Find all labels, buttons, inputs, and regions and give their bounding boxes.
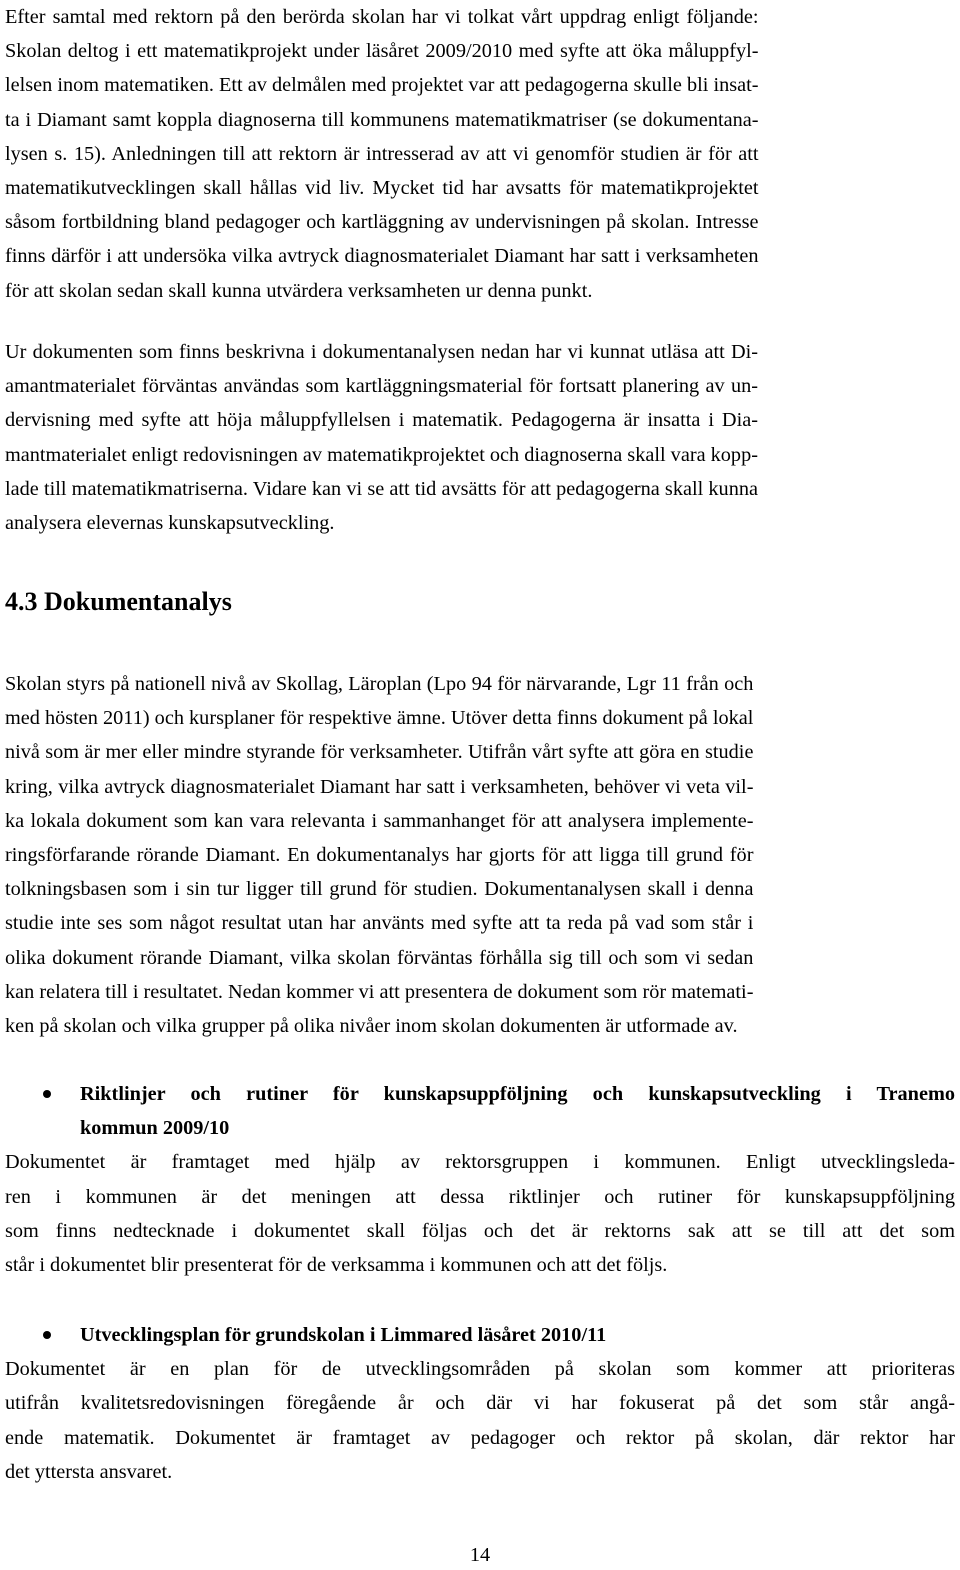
text-line: ta i Diamant samt koppla diagnoserna till kommunens matematikmatriser (se dokumentana- [5,108,759,131]
text-line: kring, vilka avtryck diagnosmaterialet Diamant har satt i verksamheten, behöver vi veta vil- [5,775,754,798]
bullet-title-line: Utvecklingsplan för grundskolan i Limmared läsåret 2010/11 [80,1324,607,1346]
text-line: lade till matematikmatriserna. Vidare kan vi se att tid avsätts för att pedagogerna skall kunna [5,477,758,500]
text-line: amantmaterialet förväntas användas som kartläggningsmaterial för fortsatt planering av un- [5,375,758,398]
text-line: Skolan deltog i ett matematikprojekt under läsåret 2009/2010 med syfte att öka måluppfyl- [5,40,759,63]
text-line: såsom fortbildning bland pedagoger och kartläggning av undervisningen på skolan. Intresse [5,211,759,234]
text-line: studie inte ses som något resultat utan har använts med syfte att ta reda på vad som står i [5,912,754,935]
bullet-body [5,1145,955,1282]
paragraph-findings [5,335,758,540]
text-line: ka lokala dokument som kan vara relevanta i sammanhanget för att analysera implemente- [5,809,754,832]
text-line: utifrån kvalitetsredovisningen föregående år och där vi har fokuserat på det som står angå- [5,1392,955,1415]
text-line: tolkningsbasen som i sin tur ligger till grund för studien. Dokumentanalysen skall i denna [5,878,754,901]
bullet-body [5,1352,955,1489]
paragraph-intro [5,0,759,308]
text-line: ende matematik. Dokumentet är framtaget av pedagoger och rektor på skolan, där rektor har [5,1426,955,1449]
text-line: lelsen inom matematiken. Ett av delmålen med projektet var att pedagogerna skulle bli insat- [5,74,759,97]
bullet-title [5,1318,955,1352]
text-line: ken på skolan och vilka grupper på olika nivåer inom skolan dokumenten är utformade av. [5,1015,738,1038]
text-line: olika dokument rörande Diamant, vilka skolan förväntas förhålla sig till och som vi sedan [5,946,754,969]
bullet-item [5,1077,955,1282]
paragraph-analysis [5,667,753,1043]
text-line: mantmaterialet enligt redovisningen av matematikprojektet och diagnoserna skall vara kopp- [5,443,758,466]
text-line: nivå som är mer eller mindre styrande för verksamheter. Utifrån vårt syfte att göra en studie [5,741,754,764]
text-line: med hösten 2011) och kursplaner för respektive ämne. Utöver detta finns dokument på lokal [5,707,754,730]
text-line: finns därför i att undersöka vilka avtryck diagnosmaterialet Diamant har satt i verksamheten [5,245,759,268]
bullet-dot-icon [43,1331,51,1339]
text-line: dervisning med syfte att höja måluppfyllelsen i matematik. Pedagogerna är insatta i Dia- [5,409,758,432]
bullet-item [5,1318,955,1489]
text-line: matematikutvecklingen skall hållas vid liv. Mycket tid har avsatts för matematikprojektet [5,177,759,200]
text-line: det yttersta ansvaret. [5,1460,173,1483]
text-line: Efter samtal med rektorn på den berörda skolan har vi tolkat vårt uppdrag enligt följande: [5,6,759,28]
text-line: ringsförfarande rörande Diamant. En dokumentanalys har gjorts för att ligga till grund för [5,844,754,867]
bullet-title-line: kommun 2009/10 [80,1117,230,1140]
bullet-title-line: Riktlinjer och rutiner för kunskapsuppföljning och kunskapsutveckling i Tranemo [80,1083,955,1105]
text-line: står i dokumentet blir presenterat för de verksamma i kommunen och att det följs. [5,1254,668,1277]
bullet-dot-icon [43,1090,51,1098]
section-heading: 4.3 Dokumentanalys [5,587,232,616]
text-line: Dokumentet är en plan för de utvecklingsområden på skolan som kommer att prioriteras [5,1358,955,1381]
page-number: 14 [469,1544,491,1566]
text-line: analysera elevernas kunskapsutveckling. [5,512,335,535]
text-line: Ur dokumenten som finns beskrivna i dokumentanalysen nedan har vi kunnat utläsa att Di- [5,341,758,363]
text-line: för att skolan sedan skall kunna utvärdera verksamheten ur denna punkt. [5,279,593,302]
text-line: Dokumentet är framtaget med hjälp av rektorsgruppen i kommunen. Enligt utvecklingsleda- [5,1151,955,1174]
text-line: Skolan styrs på nationell nivå av Skollag, Läroplan (Lpo 94 för närvarande, Lgr 11 från och [5,673,754,695]
bullet-title [5,1077,955,1145]
text-line: kan relatera till i resultatet. Nedan kommer vi att presentera de dokument som rör matemati- [5,980,754,1003]
text-line: som finns nedtecknade i dokumentet skall följas och det är rektorns sak att se till att det som [5,1219,955,1242]
text-line: lysen s. 15). Anledningen till att rektorn är intresserad av att vi genomför studien är för att [5,142,759,165]
text-line: ren i kommunen är det meningen att dessa riktlinjer och rutiner för kunskapsuppföljning [5,1185,955,1208]
